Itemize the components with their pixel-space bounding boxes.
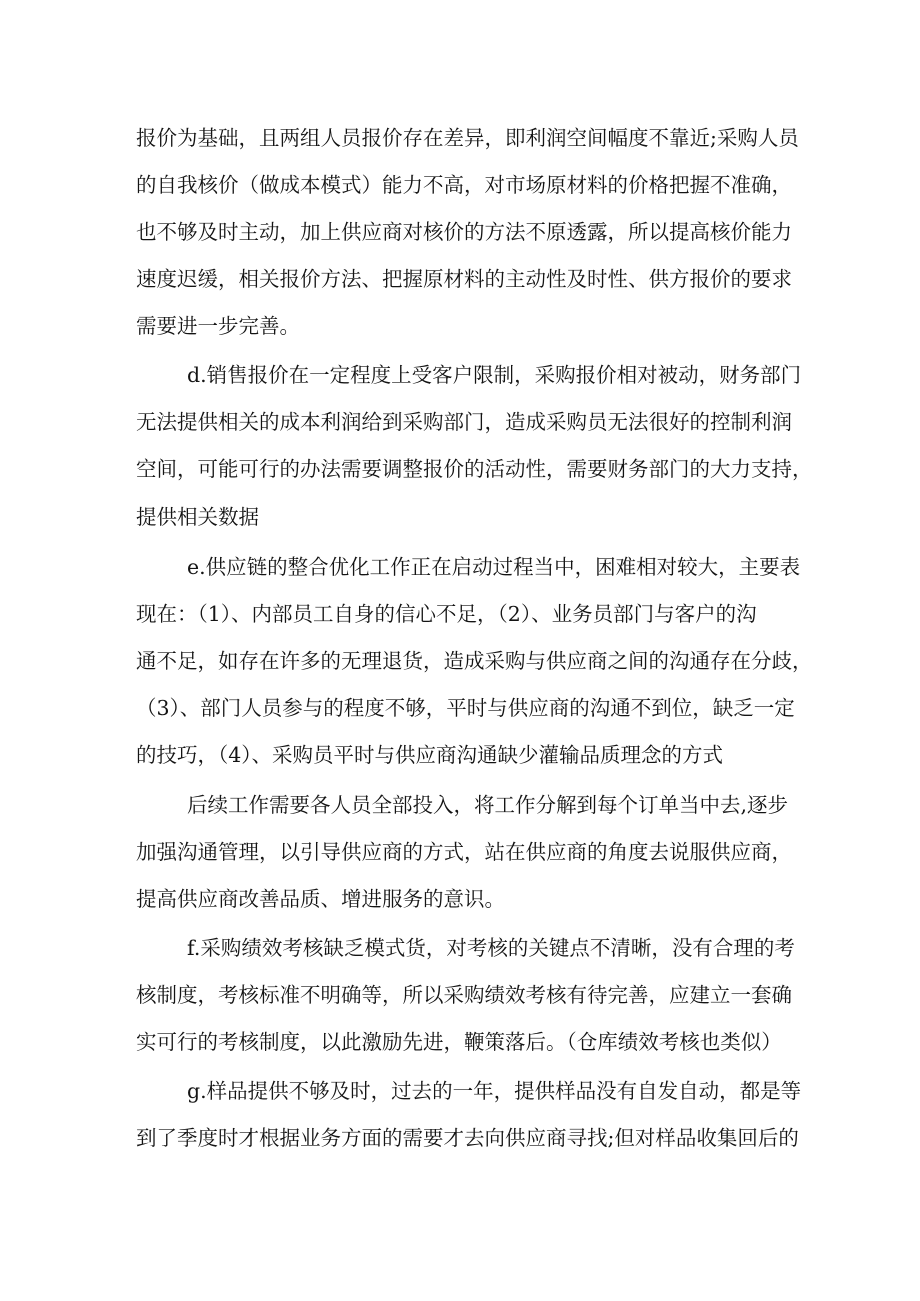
text-line-14: 的技巧，（4）、采购员平时与供应商沟通缺少灌输品质理念的方式 (136, 743, 724, 767)
text-line-13: （3）、部门人员参与的程度不够，平时与供应商的沟通不到位，缺乏一定 (136, 696, 795, 720)
text-line-5: 需要进一步完善。 (136, 314, 300, 338)
text-line-4: 速度迟缓，相关报价方法、把握原材料的主动性及时性、供方报价的要求 (136, 267, 792, 291)
paragraph-d-first-line: d.销售报价在一定程度上受客户限制，采购报价相对被动，财务部门 (187, 363, 802, 387)
text-line-11: 现在：（1）、内部员工自身的信心不足，（2）、业务员部门与客户的沟 (136, 602, 757, 626)
text-line-9: 提供相关数据 (136, 505, 259, 529)
text-line-16: 加强沟通管理，以引导供应商的方式，站在供应商的角度去说服供应商， (136, 840, 792, 864)
text-line-22: 到了季度时才根据业务方面的需要才去向供应商寻找;但对样品收集回后的 (136, 1126, 799, 1150)
text-line-1: 报价为基础，且两组人员报价存在差异，即利润空间幅度不靠近;采购人员 (136, 126, 799, 150)
text-line-12: 通不足，如存在许多的无理退货，造成采购与供应商之间的沟通存在分歧， (136, 649, 813, 673)
text-line-8: 空间，可能可行的办法需要调整报价的活动性，需要财务部门的大力支持， (136, 457, 813, 481)
text-line-2: 的自我核价（做成本模式）能力不高，对市场原材料的价格把握不准确， (136, 173, 792, 197)
text-line-19: 核制度，考核标准不明确等，所以采购绩效考核有待完善，应建立一套确 (136, 983, 792, 1007)
paragraph-g-first-line: g.样品提供不够及时，过去的一年，提供样品没有自发自动，都是等 (187, 1079, 802, 1103)
text-line-20: 实可行的考核制度，以此激励先进，鞭策落后。（仓库绩效考核也类似） (136, 1030, 782, 1054)
paragraph-followup-first-line: 后续工作需要各人员全部投入，将工作分解到每个订单当中去,逐步 (187, 793, 789, 817)
text-line-7: 无法提供相关的成本利润给到采购部门，造成采购员无法很好的控制利润 (136, 410, 792, 434)
paragraph-e-first-line: e.供应链的整合优化工作正在启动过程当中，困难相对较大，主要表 (187, 555, 801, 579)
paragraph-f-first-line: f.采购绩效考核缺乏模式货，对考核的关键点不清晰，没有合理的考 (187, 936, 795, 960)
text-line-3: 也不够及时主动，加上供应商对核价的方法不原透露，所以提高核价能力 (136, 220, 792, 244)
text-line-17: 提高供应商改善品质、增进服务的意识。 (136, 887, 505, 911)
